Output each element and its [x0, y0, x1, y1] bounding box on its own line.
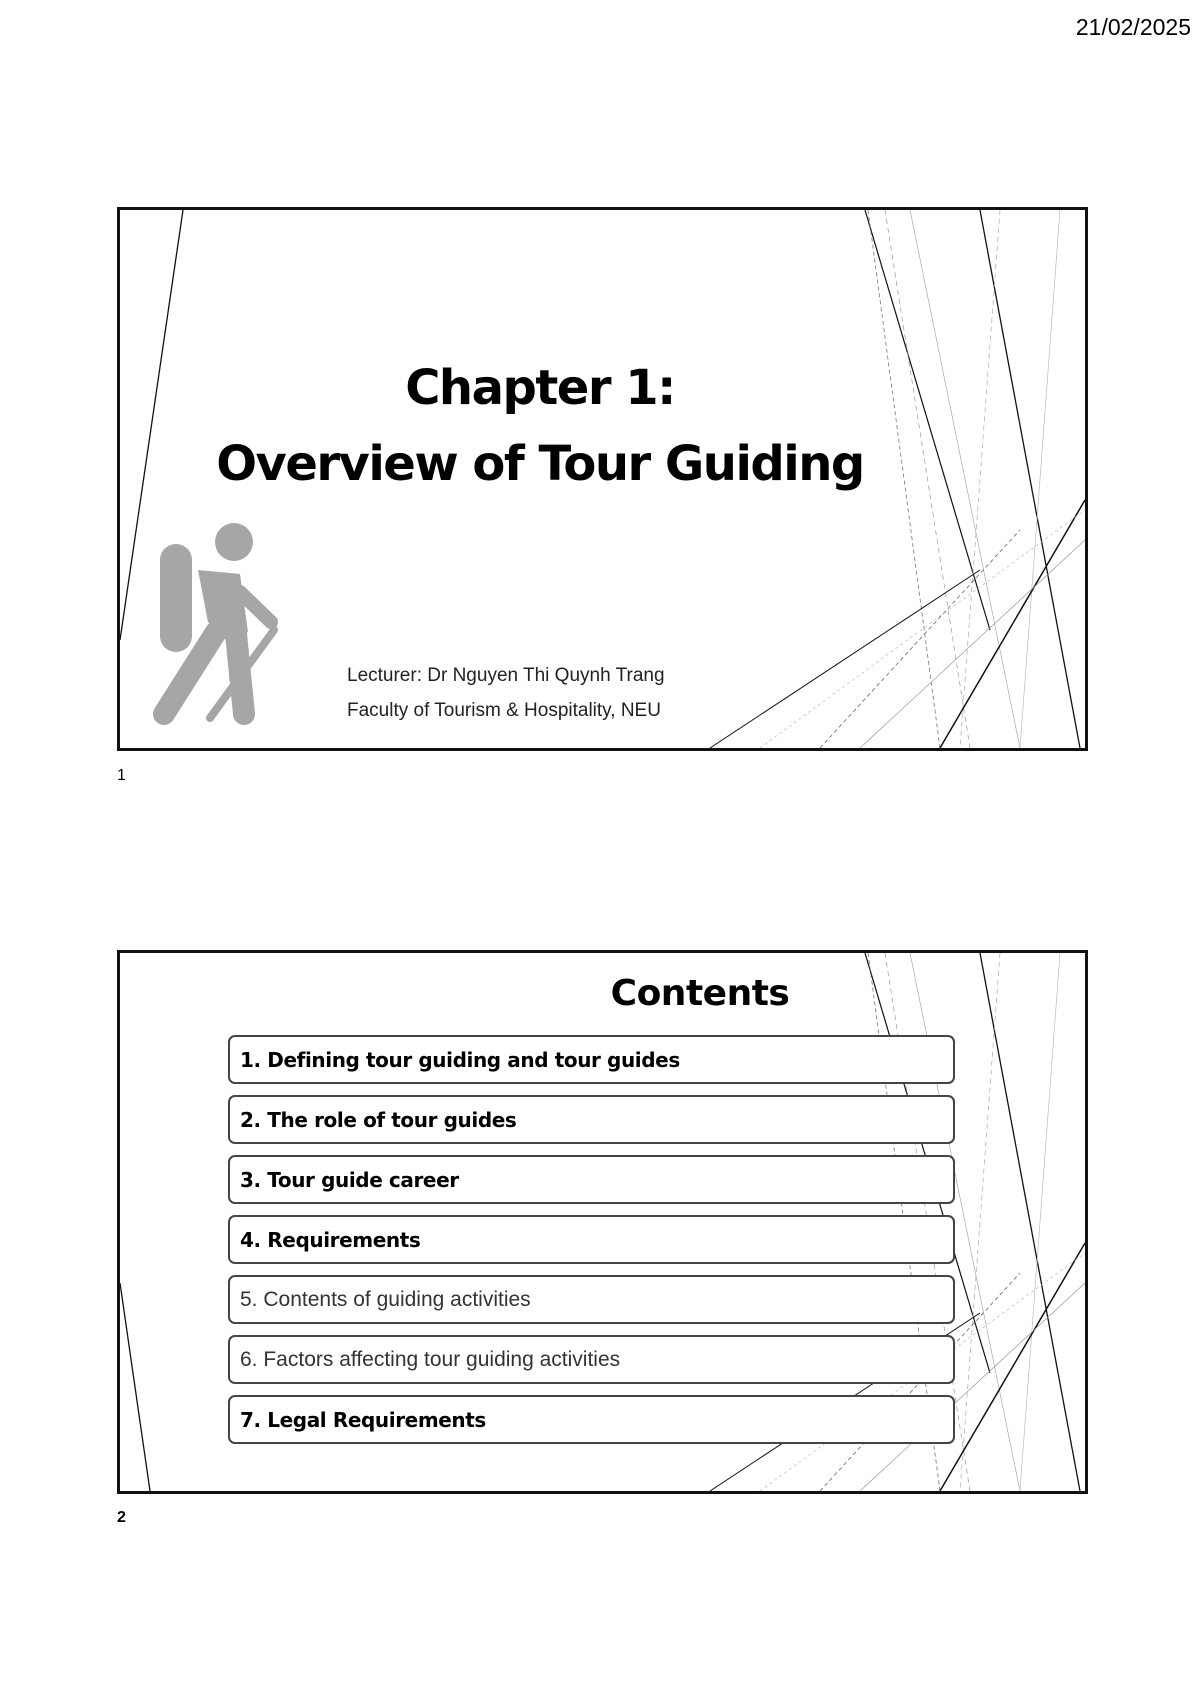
faculty-name: Faculty of Tourism & Hospitality, NEU — [347, 700, 661, 721]
contents-item: 5. Contents of guiding activities — [228, 1275, 955, 1324]
slide-number: 2 — [117, 1509, 126, 1526]
contents-item: 3. Tour guide career — [228, 1155, 955, 1204]
hiker-icon — [136, 522, 286, 726]
slide-number: 1 — [117, 767, 126, 784]
contents-list — [228, 1035, 955, 1455]
contents-item: 6. Factors affecting tour guiding activities — [228, 1335, 955, 1384]
slide-title: Contents — [610, 973, 790, 1014]
contents-item: 2. The role of tour guides — [228, 1095, 955, 1144]
slide-title-line-2: Overview of Tour Guiding — [216, 436, 864, 492]
slide-title-line-1: Chapter 1: — [405, 360, 675, 416]
contents-item: 7. Legal Requirements — [228, 1395, 955, 1444]
slide-2 — [117, 950, 1088, 1494]
print-date: 21/02/2025 — [1075, 14, 1191, 40]
contents-item: 4. Requirements — [228, 1215, 955, 1264]
lecturer-info — [347, 658, 665, 728]
slide-title — [150, 350, 930, 502]
contents-item: 1. Defining tour guiding and tour guides — [228, 1035, 955, 1084]
lecturer-name: Lecturer: Dr Nguyen Thi Quynh Trang — [347, 665, 665, 686]
slide-1 — [117, 207, 1088, 751]
